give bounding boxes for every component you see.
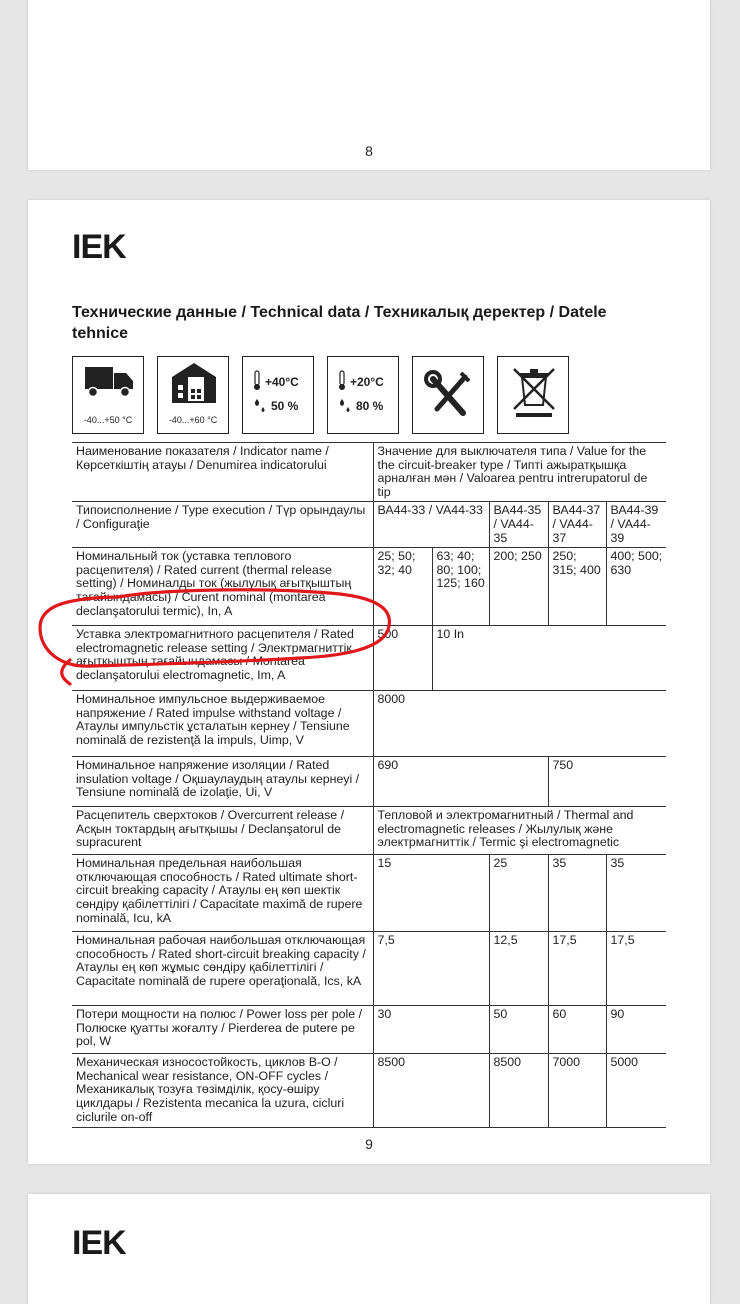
value-cell: 8500 — [373, 1054, 489, 1128]
page-8 — [28, 0, 710, 170]
humidity-50-label: 50 % — [271, 399, 299, 413]
value-cell: 60 — [548, 1006, 606, 1054]
value-cell: 8500 — [489, 1054, 548, 1128]
row-rated-current — [72, 548, 666, 626]
row-power-loss — [72, 1006, 666, 1054]
truck-icon — [72, 356, 144, 434]
value-cell: 25; 50; 32; 40 — [373, 548, 432, 626]
row-label: Номинальная предельная наибольшая отключающая способность / Rated ultimate short-circuit breaking capacity / Атаулы ең көп шектік сөндіру қабілеттілігі / Capacitate maximă de rupere nominală, Icu, kA — [72, 855, 373, 932]
humidity-40-icon — [242, 356, 314, 434]
value-cell: 35 — [548, 855, 606, 932]
row-label: Расцепитель сверхтоков / Overcurrent release / Асқын токтардың ағытқышы / Declanşatorul de supracurent — [72, 807, 373, 855]
row-label: Типоисполнение / Type execution / Түр орындаулы / Configuraţie — [72, 502, 373, 548]
truck-caption: -40...+50 °C — [83, 415, 133, 425]
table-header-row — [72, 443, 666, 502]
value-cell: 10 In — [432, 626, 666, 691]
recycle-bin-crossed-icon — [497, 356, 569, 434]
value-cell: 8000 — [373, 691, 666, 757]
page-number: 9 — [365, 1136, 373, 1152]
value-cell: 63; 40; 80; 100; 125; 160 — [432, 548, 489, 626]
page-9 — [28, 200, 710, 1164]
value-cell: Тепловой и электромагнитный / Thermal and electromagnetic releases / Жылулық және электрмагниттік / Termic şi electromagnetic — [373, 807, 666, 855]
warehouse-caption: -40...+60 °C — [168, 415, 218, 425]
temp-20-label: +20°C — [350, 375, 384, 389]
row-impulse-voltage — [72, 691, 666, 757]
row-label: Номинальная рабочая наибольшая отключающая способность / Rated short-circuit breaking capacity / Атаулы ең көп жұмыс сөндіру қабілеттілігі / Capacitate nominală de rupere operaţională, Ics, kA — [72, 932, 373, 1006]
temp-40-label: +40°C — [265, 375, 299, 389]
humidity-80-label: 80 % — [356, 399, 384, 413]
humidity-20-icon — [327, 356, 399, 434]
row-service-breaking — [72, 932, 666, 1006]
value-cell: 7000 — [548, 1054, 606, 1128]
value-cell: 35 — [606, 855, 666, 932]
value-cell: 50 — [489, 1006, 548, 1054]
row-overcurrent-release — [72, 807, 666, 855]
row-label: Номинальное напряжение изоляции / Rated insulation voltage / Оқшаулаудың атаулы кернеуі / Tensiune nominală de izolaţie, Ui, V — [72, 757, 373, 807]
value-cell: 15 — [373, 855, 489, 932]
value-cell: 5000 — [606, 1054, 666, 1128]
row-insulation-voltage — [72, 757, 666, 807]
type-33: ВА44-33 / VA44-33 — [373, 502, 489, 548]
value-cell: 12,5 — [489, 932, 548, 1006]
header-indicator: Наименование показателя / Indicator name / Көрсеткіштің атауы / Denumirea indicatorului — [72, 443, 373, 502]
warehouse-icon — [157, 356, 229, 434]
value-cell: 400; 500; 630 — [606, 548, 666, 626]
iek-logo: IEK — [72, 228, 126, 266]
page-10 — [28, 1194, 710, 1304]
header-value: Значение для выключателя типа / Value for the the circuit-breaker type / Типті ажыратқышқа арналған мән / Valoarea pentru intrerupatorul de tip — [373, 443, 666, 502]
value-cell: 250; 315; 400 — [548, 548, 606, 626]
value-cell: 7,5 — [373, 932, 489, 1006]
row-label: Потери мощности на полюс / Power loss per pole / Полюске қуатты жоғалту / Pierderea de putere pe pol, W — [72, 1006, 373, 1054]
value-cell: 750 — [548, 757, 666, 807]
row-label: Уставка электромагнитного расцепителя / Rated electromagnetic release setting / Электрмагниттік ағытқыштың тағайындамасы / Montarea declanşatorului electromagnetic, Im, A — [72, 626, 373, 691]
row-label: Номинальное импульсное выдерживаемое напряжение / Rated impulse withstand voltage / Атаулы импульстік ұсталатын кернеу / Tensiune nominală de rezistenţă la impuls, Uimp, V — [72, 691, 373, 757]
value-cell: 90 — [606, 1006, 666, 1054]
value-cell: 500 — [373, 626, 432, 691]
row-em-release — [72, 626, 666, 691]
row-ultimate-breaking — [72, 855, 666, 932]
iek-logo: IEK — [72, 1224, 126, 1262]
value-cell: 200; 250 — [489, 548, 548, 626]
value-cell: 30 — [373, 1006, 489, 1054]
page-number: 8 — [365, 143, 373, 159]
value-cell: 25 — [489, 855, 548, 932]
technical-data-table — [72, 442, 666, 1128]
row-mech-wear — [72, 1054, 666, 1128]
type-39: ВА44-39 / VA44-39 — [606, 502, 666, 548]
type-37: ВА44-37 / VA44-37 — [548, 502, 606, 548]
value-cell: 690 — [373, 757, 548, 807]
tools-icon — [412, 356, 484, 434]
row-label: Механическая износостойкость, циклов В-О / Mechanical wear resistance, ON-OFF cycles / Механикалық тозуға төзімділік, қосу-өшіру циклдары / Rezistenta mecanica la uzura, cicluri ciclurile on-off — [72, 1054, 373, 1128]
row-type-execution — [72, 502, 666, 548]
row-label: Номинальный ток (уставка теплового расцепителя) / Rated current (thermal release setting) / Номиналды ток (жылулық ағытқыштың тағайындамасы) / Curent nominal (montarea declanşatorului termic), In, A — [72, 548, 373, 626]
value-cell: 17,5 — [548, 932, 606, 1006]
value-cell: 17,5 — [606, 932, 666, 1006]
type-35: ВА44-35 / VA44-35 — [489, 502, 548, 548]
page-title: Технические данные / Technical data / Техникалық деректер / Datele tehnice — [72, 304, 607, 342]
